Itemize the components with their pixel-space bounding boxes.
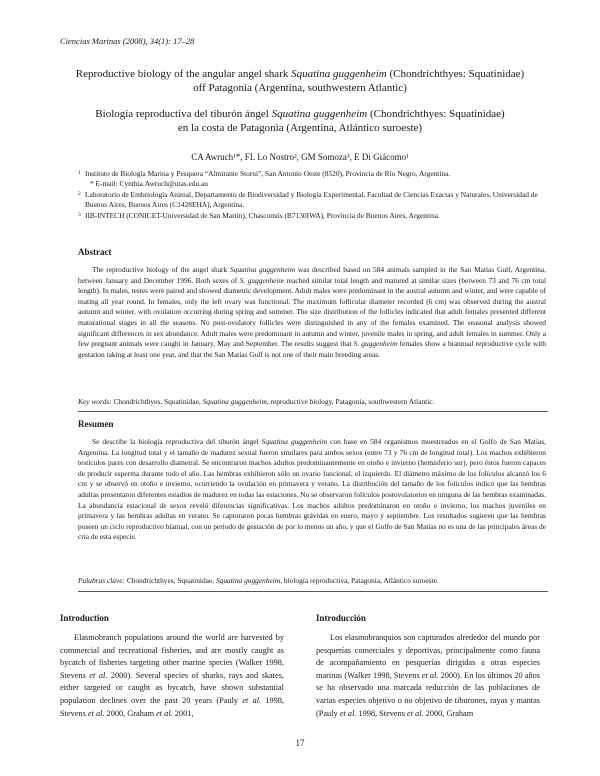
title-species: Squatina guggenheim (291, 68, 387, 80)
keywords-spanish: Palabras clave: Chondrichthyes, Squatinidae, Squatina guggenheim, biología reproductiva, Patagonia, Atlántico suroeste. (78, 576, 439, 585)
page-number: 17 (295, 738, 305, 748)
resumen-text: Se describe la biología reproductiva del tiburón ángel Squatina guggenheim con base en 584 organismos muestreados en el Golfo de San Matías, Argentina. La longitud total y el tamaño de madurez sexual fueron similares para ambos sexos (entre 73 y 76 cm de longitud total). Los machos exhibieron testículos pares con desarrollo diametral. Se encontraron machos adultos predominantemente en otoño e invierno (hemisferio sur), pero éstos fueron capaces de producir esperma durante todo el año. Las hembras exhibieron sólo un ovario funcional, el izquierdo. El diámetro máximo de los folículos alcanzó los 6 cm y se observó en otoño e invierno, ocurriendo la ovulación en primavera y verano. La distribución del tamaño de los folículos indicó que las hembras adultas presentaron diferentes estadios de madurez en todas las estaciones. No se observaron folículos postovulatorios en ninguna de las hembras examinadas. La abundancia estacional de sexos reveló diferencias significativas. Los machos adultos predominaron en otoño e invierno, los machos juveniles en primavera y las hembras adultas en verano. Se capturaron pocas hembras grávidas en enero, mayo y septiembre. Los resultados sugieren que las hembras poseen un ciclo reproductivo bianual, con un periodo de gestación de por lo menos un año, y que el Golfo de San Matías no es una de las principales áreas de cría de esta especie. (78, 437, 546, 542)
affiliation-2: 2 Laboratorio de Embriología Animal, Departamento de Biodiversidad y Biología Experimental, Facultad de Ciencias Exactas y Naturales, Universidad de Buenos Aires, Buenos Aires (C1428EHA), Argentina. (78, 189, 538, 210)
journal-citation: Ciencias Marinas (2008), 34(1): 17–28 (60, 36, 195, 46)
introduction-text: Elasmobranch populations around the world are harvested by commercial and recreational fisheries, and are mostly caught as bycatch of fisheries targeting other marine species (Walker 1998, Stevens et al. 2000). Several species of sharks, rays and skates, either targeted or caught as bycatch, have shown substantial population declines over the past 20 years (Pauly et al. 1998, Stevens et al. 2000, Graham et al. 2001, (60, 633, 285, 718)
title-species: Squatina guggenheim (271, 108, 368, 120)
abstract-text: The reproductive biology of the angel shark Squatina guggenheim was described based on 584 animals sampled in the San Matías Gulf, Argentina, between January and December 1996. Both sexes of S. guggenheim reached similar total length and matured at similar sizes (between 73 and 76 cm total length). In males, testes were paired and showed diametric development. Adult males were predominant in the austral autumn and winter, and were capable of mating all year round. In females, only the left ovary was functional. The maximum follicular diameter recorded (6 cm) was observed during the austral autumn and winter, with ovulation occurring during spring and summer. The size distribution of the follicles indicated that adult females presented different maturational stages in all the seasons. No post-ovulatory follicles were distinguished in any of the females examined. The seasonal analysis showed significant differences in sex abundance. Adult males were predominant in autumn and winter, juvenile males in spring, and adult females in summer. Only a few pregnant animals were caught in January, May and September. The results suggest that S. guggenheim females show a biannual reproductive cycle with gestation taking at least one year, and that the San Matías Gulf is not one of their main breeding areas. (78, 265, 547, 359)
section-divider (78, 591, 548, 592)
contact-email[interactable]: * E-mail: Cynthia.Awruch@utas.edu.au (90, 179, 208, 189)
keywords-english: Key words: Chondrichthyes, Squatinidae, Squatina guggenheim, reproductive biology, Patagonia, southwestern Atlantic. (78, 397, 435, 406)
affiliation-1: 1 Instituto de Biología Marina y Pesquera “Almirante Storni”, San Antonio Oeste (8520), Provincia de Río Negro, Argentina. (78, 169, 451, 178)
title-spanish: Biología reproductiva del tiburón ángel Squatina guggenheim (Chondrichthyes: Squatinidae) en la costa de Patagonia (Argentina, Atlántico suroeste) (95, 108, 505, 134)
author-list: CA Awruch¹*, FL Lo Nostro², GM Somoza³, E Di Giácomo¹ (191, 152, 409, 162)
section-divider (78, 411, 548, 412)
abstract-heading: Abstract (78, 247, 112, 257)
introduction-heading: Introduction (60, 613, 109, 623)
affiliation-3: 3 IIB-INTECH (CONICET-Universidad de San Martín), Chascomús (B7130IWA), Provincia de Buenos Aires, Argentina. (78, 210, 440, 220)
affiliations (78, 169, 548, 221)
title-english: Reproductive biology of the angular angel shark Squatina guggenheim (Chondrichthyes: Squatinidae) off Patagonia (Argentina, southwestern Atlantic) (75, 68, 525, 94)
introduccion-text: Los elasmobranquios son capturados alrededor del mundo por pesquerías comerciales y deportivas, principalmente como fauna de acompañamiento en pesquerías dirigidas a otras especies marinas (Walker 1998, Stevens et al. 2000). En los últimos 20 años se ha observado una marcada reducción de las poblaciones de varias especies objetivo o no objetivo de tiburones, rayas y mantas (Pauly et al. 1998, Stevens et al. 2000, Graham (316, 633, 540, 718)
resumen-heading: Resumen (78, 419, 114, 429)
introduccion-heading: Introducción (316, 613, 366, 623)
